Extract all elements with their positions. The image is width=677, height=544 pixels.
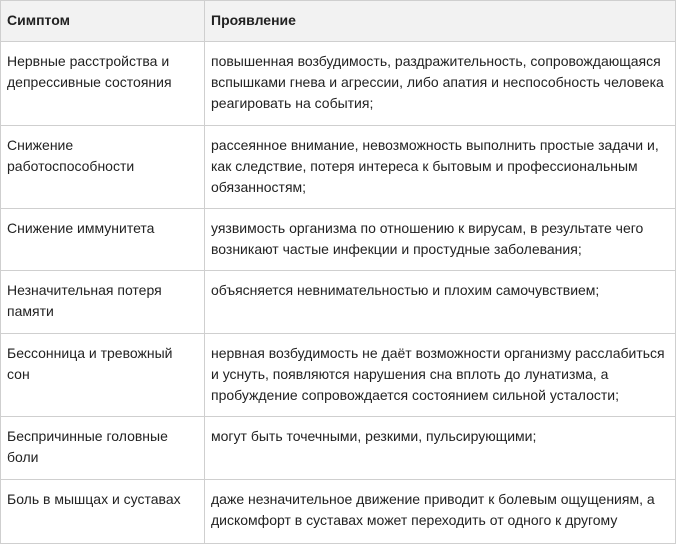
- column-header-symptom: Симптом: [1, 1, 205, 42]
- column-header-manifestation: Проявление: [205, 1, 676, 42]
- table-row: [1, 480, 676, 544]
- symptom-cell: Снижение иммунитета: [1, 209, 205, 271]
- table-row: [1, 42, 676, 126]
- manifestation-cell: даже незначительное движение приводит к болевым ощущениям, а дискомфорт в суставах может переходить от одного к другому: [205, 480, 676, 544]
- table-row: [1, 126, 676, 209]
- symptom-cell: Бессонница и тревожный сон: [1, 334, 205, 417]
- table-row: [1, 417, 676, 480]
- manifestation-cell: могут быть точечными, резкими, пульсирующими;: [205, 417, 676, 480]
- manifestation-cell: рассеянное внимание, невозможность выполнить простые задачи и, как следствие, потеря интереса к бытовым и профессиональным обязанностям;: [205, 126, 676, 209]
- manifestation-cell: объясняется невнимательностью и плохим самочувствием;: [205, 271, 676, 334]
- manifestation-cell: нервная возбудимость не даёт возможности организму расслабиться и уснуть, появляются нарушения сна вплоть до лунатизма, а пробуждение сопровождается состоянием сильной усталости;: [205, 334, 676, 417]
- symptom-cell: Незначительная потеря памяти: [1, 271, 205, 334]
- symptom-cell: Нервные расстройства и депрессивные состояния: [1, 42, 205, 126]
- symptom-cell: Боль в мышцах и суставах: [1, 480, 205, 544]
- symptom-cell: Снижение работоспособности: [1, 126, 205, 209]
- manifestation-cell: повышенная возбудимость, раздражительность, сопровождающаяся вспышками гнева и агрессии, либо апатия и неспособность человека реагировать на события;: [205, 42, 676, 126]
- table-row: [1, 271, 676, 334]
- symptom-cell: Беспричинные головные боли: [1, 417, 205, 480]
- table-row: [1, 334, 676, 417]
- manifestation-cell: уязвимость организма по отношению к вирусам, в результате чего возникают частые инфекции и простудные заболевания;: [205, 209, 676, 271]
- table-header-row: [1, 1, 676, 42]
- table-row: [1, 209, 676, 271]
